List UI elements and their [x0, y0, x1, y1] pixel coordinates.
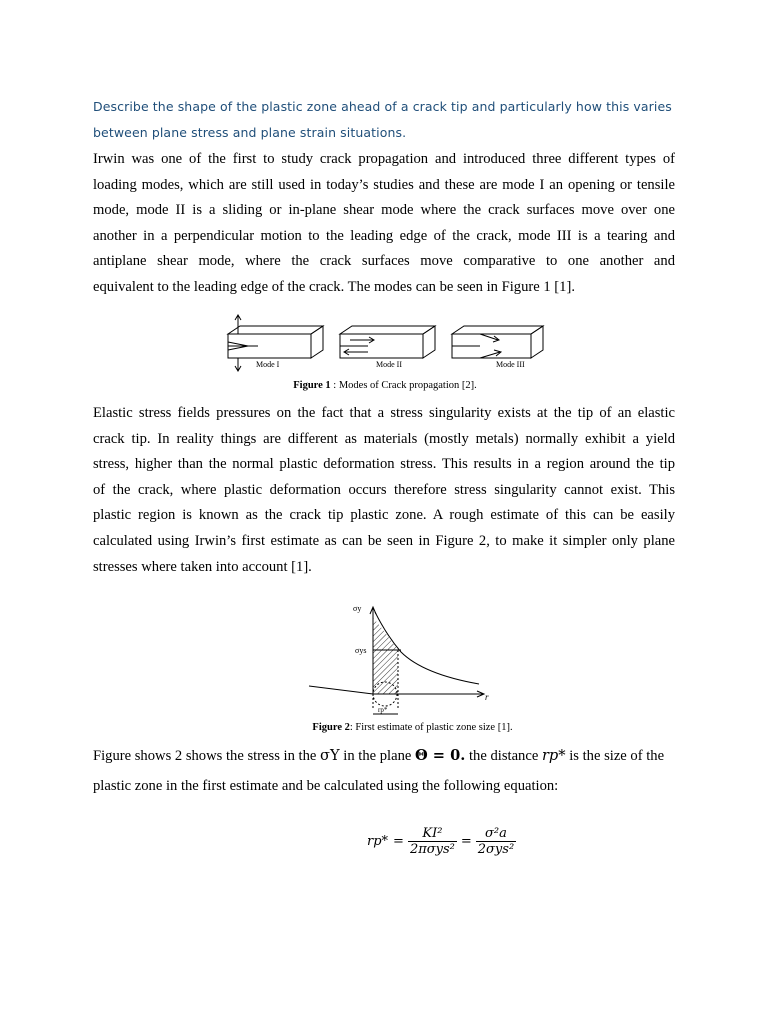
axis-sigma-ys-label: σys [355, 646, 367, 655]
fraction-2-numerator: σ²a [476, 826, 516, 842]
paragraph-line: mode, mode II is a sliding or in-plane shear mode where the crack surfaces move over one [93, 202, 675, 219]
heading-line-1: Describe the shape of the plastic zone ahead of a crack tip and particularly how this varies [93, 99, 672, 114]
rp-symbol: rp* [541, 747, 566, 764]
figure-1-caption [200, 380, 570, 391]
mode-1-label: Mode I [256, 360, 280, 369]
paragraph-line [93, 743, 675, 769]
paragraph-line: of the crack, where plastic deformation occurs therefore stress singularity cannot exist. This [93, 481, 675, 498]
axis-sigma-y-label: σy [353, 604, 362, 613]
plastic-zone-equation [366, 826, 516, 857]
paragraph-line: loading modes, which are still used in today’s studies and these are mode I an opening or tensile [93, 176, 675, 193]
paragraph-line: antiplane shear mode, where the crack surfaces move comparative to one another and [93, 253, 675, 270]
paragraph-line: Irwin was one of the first to study crack propagation and introduced three different types of [93, 151, 675, 167]
paragraph-line: crack tip. In reality things are different as materials (mostly metals) normally exhibit a yield [93, 430, 675, 447]
paragraph-line: plastic region is known as the crack tip plastic zone. A rough estimate of this can be easily [93, 507, 675, 524]
sigma-y-symbol: σY [320, 747, 340, 764]
paragraph-line: equivalent to the leading edge of the crack. The modes can be seen in Figure 1 [1]. [93, 278, 575, 295]
equals-sign-2: = [460, 834, 472, 849]
paragraph-crack-modes [93, 147, 675, 301]
figure-1-crack-modes [218, 312, 548, 374]
theta-expression: Θ = 0. [415, 747, 466, 764]
rp-label: rp* [378, 706, 388, 714]
paragraph-figure-explanation [93, 743, 675, 799]
figure-2-caption [200, 722, 625, 733]
text-run: the distance [465, 748, 542, 764]
paragraph-plastic-zone [93, 401, 675, 580]
question-heading [93, 99, 693, 145]
text-run: Figure shows 2 shows the stress in the [93, 748, 321, 764]
fraction-1-denominator: 2πσys² [409, 842, 455, 857]
heading-line-2: between plane stress and plane strain situations. [93, 125, 407, 140]
paragraph-line: calculated using Irwin’s first estimate as can be seen in Figure 2, to make it simpler only plane [93, 532, 675, 549]
equals-sign: = [393, 834, 404, 849]
paragraph-line: plastic zone in the first estimate and be calculated using the following equation: [93, 777, 559, 794]
paragraph-line: another in a perpendicular motion to the leading edge of the crack, mode III is a tearing and [93, 227, 675, 244]
equation-table [366, 826, 516, 857]
stress-distribution-diagram [305, 602, 495, 720]
text-run: in the plane [339, 748, 416, 764]
mode-2-label: Mode II [376, 360, 402, 369]
paragraph-line: Elastic stress fields pressures on the fact that a stress singularity exists at the tip of an elastic [93, 405, 675, 421]
fraction-1-numerator: KI² [408, 826, 457, 842]
fraction-2-denominator: 2σys² [477, 842, 515, 857]
axis-r-label: r [485, 692, 489, 702]
figure-2-caption-label: Figure 2 [312, 722, 350, 733]
figure-2-stress-plot [305, 602, 495, 720]
equation-lhs: rp* [367, 834, 389, 849]
figure-1-caption-text: : Modes of Crack propagation [2]. [330, 380, 477, 391]
paragraph-line: stresses where taken into account [1]. [93, 558, 312, 575]
mode-3-label: Mode III [496, 360, 525, 369]
text-run: is the size of the [565, 748, 665, 764]
paragraph-line: stress, higher than the normal plastic deformation stress. This results in a region around the tip [93, 456, 675, 473]
figure-2-caption-text: : First estimate of plastic zone size [1]. [349, 722, 513, 733]
figure-1-caption-label: Figure 1 [293, 380, 331, 391]
